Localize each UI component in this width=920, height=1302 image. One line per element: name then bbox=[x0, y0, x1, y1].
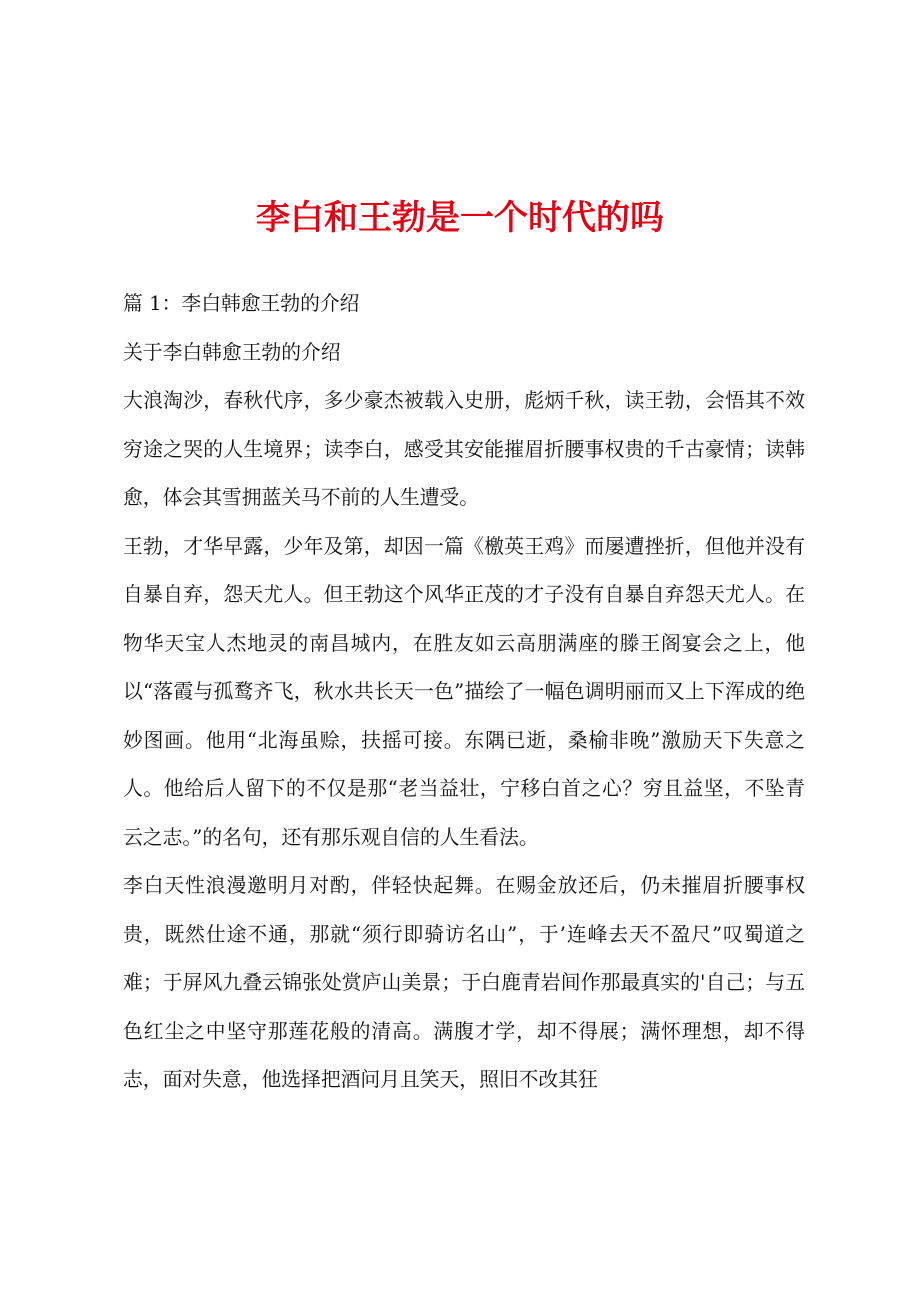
paragraph-li-bai: 李白天性浪漫邀明月对酌，伴轻快起舞。在赐金放还后，仍未摧眉折腰事权贵，既然仕途不通，那就“须行即骑访名山”，于’连峰去天不盈尺”叹蜀道之难；于屏风九叠云锦张处赏庐山美景；于白鹿青岩间作那最真实的'自己；与五色红尘之中坚守那莲花般的清高。满腹才学，却不得展；满怀理想，却不得志，面对失意，他选择把酒问月且笑天，照旧不改其狂 bbox=[123, 874, 805, 1091]
paragraph-intro: 大浪淘沙，春秋代序，多少豪杰被载入史册，彪炳千秋，读王勃，会悟其不效穷途之哭的人生境界；读李白，感受其安能摧眉折腰事权贵的千古豪情；读韩愈，体会其雪拥蓝关马不前的人生遭受。 bbox=[123, 389, 805, 509]
paragraph-wang-bo: 王勃，才华早露，少年及第，却因一篇《檄英王鸡》而屡遭挫折，但他并没有自暴自弃，怨天尤人。但王勃这个风华正茂的才子没有自暴自弃怨天尤人。在物华天宝人杰地灵的南昌城内，在胜友如云高朋满座的滕王阁宴会之上，他以“落霞与孤鹜齐飞，秋水共长天一色”描绘了一幅色调明丽而又上下浑成的绝妙图画。他用“北海虽赊，扶摇可接。东隅已逝，桑榆非晚”激励天下失意之人。他给后人留下的不仅是那“老当益壮，宁移白首之心？穷且益坚，不坠青云之志。”的名句，还有那乐观自信的人生看法。 bbox=[123, 534, 805, 849]
paragraph-section-heading: 篇 1：李白韩愈王勃的介绍 bbox=[123, 292, 360, 315]
document-title: 李白和王勃是一个时代的吗 bbox=[256, 198, 664, 238]
document-body bbox=[123, 280, 805, 1105]
paragraph-subheading: 关于李白韩愈王勃的介绍 bbox=[123, 340, 341, 364]
